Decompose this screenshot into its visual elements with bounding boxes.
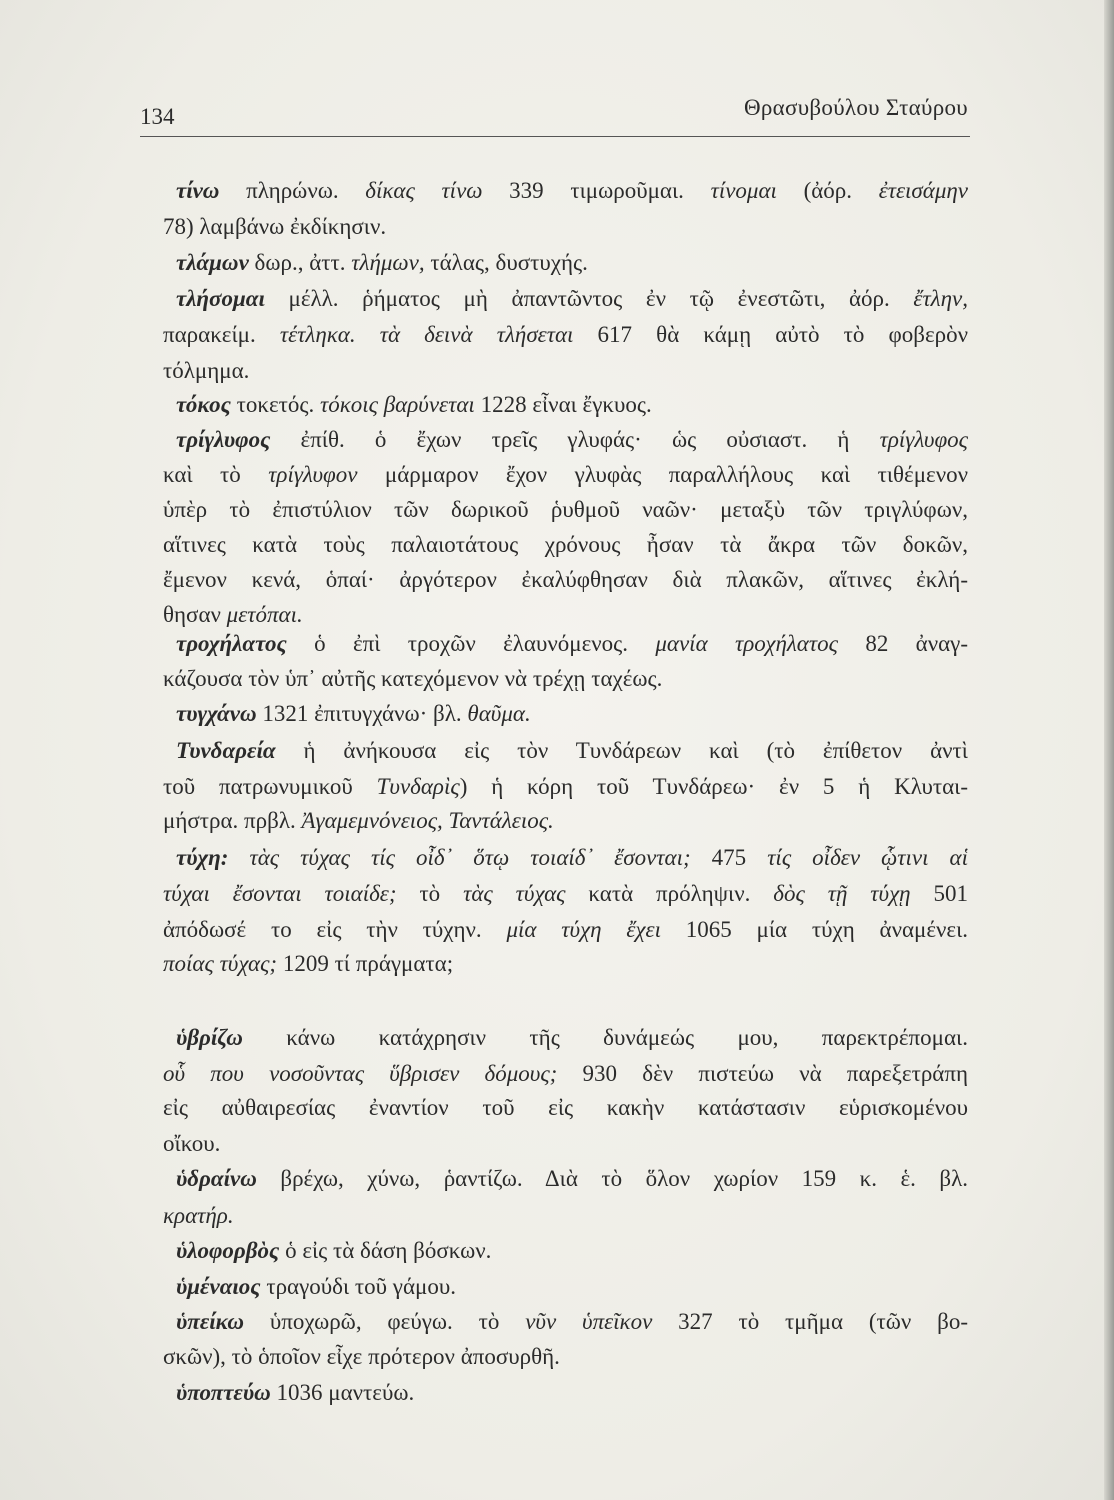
- gloss-text: παρακείμ.: [163, 322, 280, 347]
- entry-line: [176, 425, 968, 455]
- entry-line: [176, 1164, 968, 1194]
- text-line: [163, 915, 968, 945]
- text-line: [163, 1059, 968, 1089]
- gloss-text: τραγούδι τοῦ γάμου.: [260, 1274, 456, 1299]
- text-line: [163, 806, 968, 836]
- gloss-text: μέλλ. ῥήματος μὴ ἀπαντῶντος ἐν τῷ ἐνεστῶτι, ἀόρ.: [264, 286, 914, 311]
- text-line: [163, 1201, 968, 1231]
- gloss-text: 1065 μία τύχη ἀναμένει.: [660, 917, 969, 942]
- entry-line: [176, 629, 968, 659]
- gloss-text: μήστρα. πρβλ.: [163, 808, 302, 833]
- headword: ὑπείκω: [176, 1309, 245, 1334]
- quotation: τύχαι ἔσονται τοιαίδε;: [163, 881, 397, 906]
- gloss-text: ὑποχωρῶ, φεύγω. τὸ: [244, 1309, 526, 1334]
- text-line: [163, 530, 968, 560]
- quotation: Ἀγαμεμνόνειος, Ταντάλειος.: [301, 808, 554, 833]
- headword: τρίγλυφος: [176, 427, 271, 452]
- gloss-text: 339 τιμωροῦμαι.: [482, 178, 711, 203]
- gloss-text: ἔμενον κενά, ὁπαί· ἀργότερον ἐκαλύφθησαν διὰ πλακῶν, αἵτινες ἐκλή-: [163, 567, 968, 592]
- gloss-text: κάνω κατάχρησιν τῆς δυνάμεώς μου, παρεκτρέπομαι.: [242, 1025, 968, 1050]
- gloss-text: 1036 μαντεύω.: [270, 1380, 415, 1405]
- gloss-text: πληρώνω.: [219, 178, 366, 203]
- quotation: οὗ που νοσοῦντας ὕβρισεν δόμους;: [163, 1061, 558, 1086]
- gloss-text: τάλας, δυστυχής.: [424, 250, 588, 275]
- headword: ὑβρίζω: [176, 1025, 243, 1050]
- entry-line: [176, 1307, 968, 1337]
- quotation: ἔτλην,: [913, 286, 968, 311]
- text-line: [163, 356, 968, 386]
- gloss-text: σκῶν), τὸ ὁποῖον εἶχε πρότερον ἀποσυρθῆ.: [163, 1344, 560, 1369]
- headword: τλήσομαι: [176, 286, 265, 311]
- headword: ὑλοφορβὸς: [176, 1238, 280, 1263]
- quotation: ποίας τύχας;: [163, 951, 278, 976]
- gloss-text: αἵτινες κατὰ τοὺς παλαιοτάτους χρόνους ἦσαν τὰ ἄκρα τῶν δοκῶν,: [163, 532, 968, 557]
- gloss-text: 1209 τί πράγματα;: [277, 951, 454, 976]
- text-line: [163, 600, 968, 630]
- quotation: τέτληκα. τὰ δεινὰ τλήσεται: [279, 322, 574, 347]
- entry-line: [176, 390, 968, 420]
- headword: τύχη:: [176, 845, 229, 870]
- entry-line: [176, 843, 968, 873]
- gloss-text: (ἀόρ.: [776, 178, 879, 203]
- text-line: [163, 1093, 968, 1123]
- headword: ὑμέναιος: [176, 1274, 261, 1299]
- quotation: κρατήρ.: [163, 1203, 234, 1228]
- gloss-text: βρέχω, χύνω, ῥαντίζω. Διὰ τὸ ὅλον χωρίον 159 κ. ἑ. βλ.: [256, 1166, 968, 1191]
- entry-line: [176, 1272, 968, 1302]
- page-number: 134: [140, 104, 175, 129]
- text-line: [163, 212, 968, 242]
- gloss-text: μάρμαρον ἔχον γλυφὰς παραλλήλους καὶ τιθέμενον: [357, 462, 968, 487]
- gloss-text: 327 τὸ τμῆμα (τῶν βο-: [652, 1309, 968, 1334]
- headword: τυγχάνω: [176, 701, 257, 726]
- text-line: [163, 1129, 968, 1159]
- entry-line: [176, 1378, 968, 1408]
- quotation: δὸς τῇ τύχῃ: [773, 881, 911, 906]
- text-line: [163, 949, 968, 979]
- gloss-text: ὁ εἰς τὰ δάση βόσκων.: [279, 1238, 492, 1263]
- text-line: [163, 460, 968, 490]
- headword: τροχήλατος: [176, 631, 287, 656]
- entry-line: [176, 1023, 968, 1053]
- gloss-text: ) ἡ κόρη τοῦ Τυνδάρεω· ἐν 5 ἡ Κλυται-: [459, 774, 968, 799]
- gloss-text: εἰς αὐθαιρεσίας ἐναντίον τοῦ εἰς κακὴν κατάστασιν εὑρισκομένου: [163, 1095, 968, 1120]
- gloss-text: 78) λαμβάνω ἐκδίκησιν.: [163, 214, 387, 239]
- quotation: τρίγλυφος: [879, 427, 968, 452]
- gloss-text: 475: [690, 845, 768, 870]
- quotation: θαῦμα.: [467, 701, 531, 726]
- entry-line: [176, 284, 968, 314]
- gloss-text: καὶ τὸ: [163, 462, 269, 487]
- gloss-text: δωρ., ἀττ.: [248, 250, 352, 275]
- gloss-text: 1228 εἶναι ἔγκυος.: [474, 392, 652, 417]
- gloss-text: τὸ: [396, 881, 464, 906]
- headword: τόκος: [176, 392, 231, 417]
- quotation: τρίγλυφον: [268, 462, 358, 487]
- page-edge-shadow: [1104, 0, 1114, 1500]
- quotation: νῦν ὑπεῖκον: [525, 1309, 653, 1334]
- gloss-text: 617 θὰ κάμῃ αὐτὸ τὸ φοβερὸν: [573, 322, 968, 347]
- headword: τλάμων: [176, 250, 249, 275]
- text-line: [163, 879, 968, 909]
- gloss-text: ἀπόδωσέ το εἰς τὴν τύχην.: [163, 917, 507, 942]
- text-line: [163, 664, 968, 694]
- entry-line: [176, 736, 968, 766]
- gloss-text: 82 ἀναγ-: [837, 631, 968, 656]
- quotation: τὰς τύχας: [463, 881, 566, 906]
- text-line: [163, 495, 968, 525]
- entry-line: [176, 1236, 968, 1266]
- gloss-text: τοκετός.: [230, 392, 320, 417]
- text-line: [163, 320, 968, 350]
- quotation: τὰς τύχας τίς οἶδ᾽ ὅτῳ τοιαίδ᾽ ἔσονται;: [228, 845, 691, 870]
- quotation: Τυνδαρὶς: [376, 774, 460, 799]
- quotation: τίνομαι: [710, 178, 777, 203]
- entry-line: [176, 248, 968, 278]
- gloss-text: τοῦ πατρωνυμικοῦ: [163, 774, 377, 799]
- quotation: τόκοις βαρύνεται: [319, 392, 475, 417]
- gloss-text: ὁ ἐπὶ τροχῶν ἐλαυνόμενος.: [286, 631, 656, 656]
- gloss-text: 1321 ἐπιτυγχάνω· βλ.: [256, 701, 468, 726]
- gloss-text: οἴκου.: [163, 1131, 221, 1156]
- gloss-text: ἡ ἀνήκουσα εἰς τὸν Τυνδάρεων καὶ (τὸ ἐπίθετον ἀντὶ: [275, 738, 968, 763]
- text-line: [163, 1342, 968, 1372]
- quotation: δίκας τίνω: [365, 178, 483, 203]
- gloss-text: τόλμημα.: [163, 358, 250, 383]
- quotation: μία τύχη ἔχει: [506, 917, 661, 942]
- gloss-text: θησαν: [163, 602, 227, 627]
- gloss-text: ἐπίθ. ὁ ἔχων τρεῖς γλυφάς· ὡς οὐσιαστ. ἡ: [270, 427, 880, 452]
- quotation: μανία τροχήλατος: [655, 631, 838, 656]
- text-line: [163, 565, 968, 595]
- gloss-text: 501: [910, 881, 969, 906]
- headword: ὑδραίνω: [176, 1166, 257, 1191]
- entry-line: [176, 699, 968, 729]
- headword: τίνω: [176, 178, 220, 203]
- headword: ὑποπτεύω: [176, 1380, 271, 1405]
- gloss-text: 930 δὲν πιστεύω νὰ παρεξετράπη: [557, 1061, 968, 1086]
- headword: Τυνδαρεία: [176, 738, 276, 763]
- quotation: τίς οἶδεν ᾧτινι αἱ: [767, 845, 968, 870]
- gloss-text: κάζουσα τὸν ὑπ᾽ αὐτῆς κατεχόμενον νὰ τρέχῃ ταχέως.: [163, 666, 663, 691]
- gloss-text: κατὰ πρόληψιν.: [565, 881, 774, 906]
- quotation: ἐτεισάμην: [878, 178, 969, 203]
- text-line: [163, 772, 968, 802]
- gloss-text: ὑπὲρ τὸ ἐπιστύλιον τῶν δωρικοῦ ῥυθμοῦ ναῶν· μεταξὺ τῶν τριγλύφων,: [163, 497, 968, 522]
- quotation: μετόπαι.: [226, 602, 303, 627]
- running-title: Θρασυβούλου Σταύρου: [743, 95, 968, 120]
- quotation: τλήμων,: [351, 250, 425, 275]
- entry-line: [176, 176, 968, 206]
- header-rule: [140, 136, 970, 137]
